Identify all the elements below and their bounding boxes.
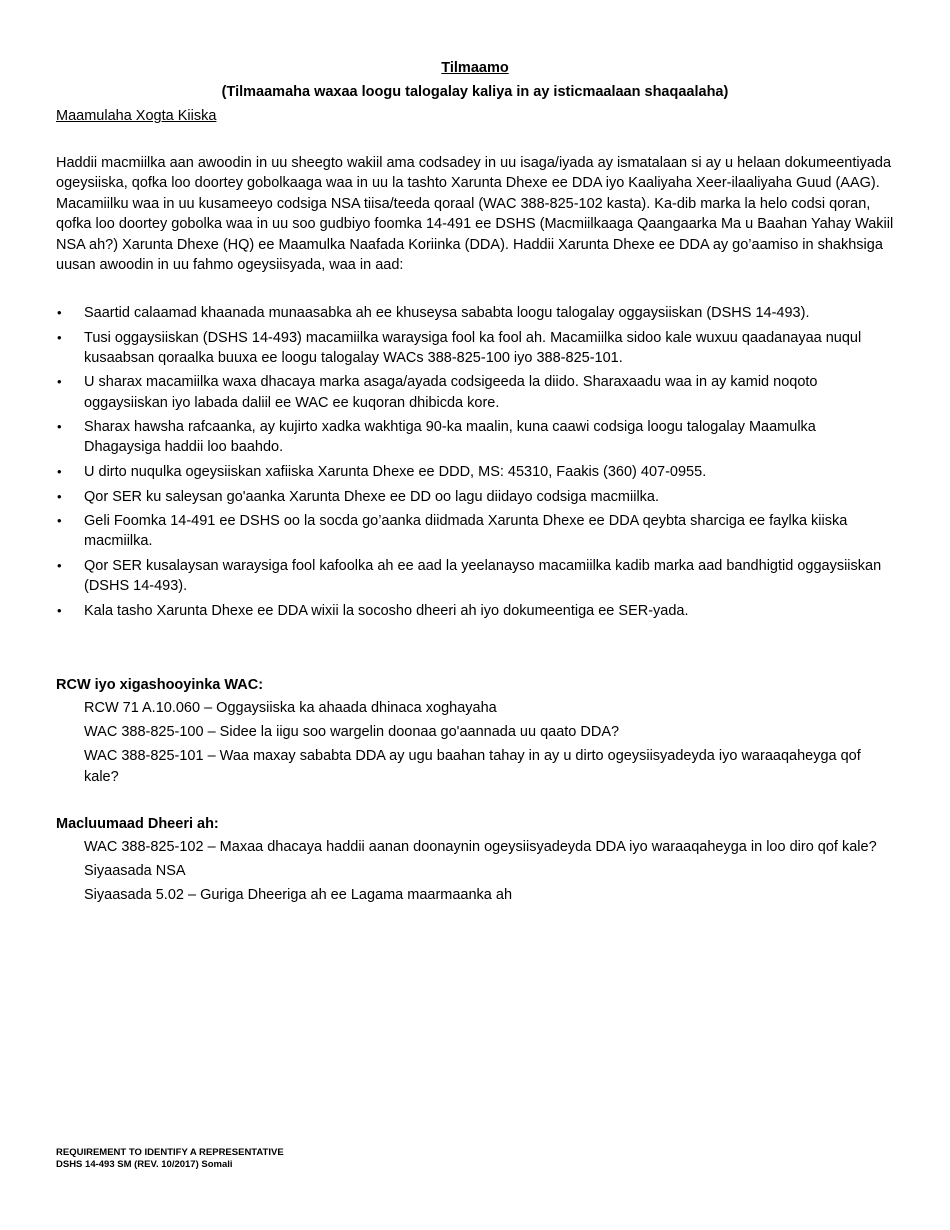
- page-title: Tilmaamo: [441, 60, 509, 76]
- list-item-text: Qor SER kusalaysan waraysiga fool kafoolka ah ee aad la yeelanayso macamiilka kadib marka aad bandhigtid oggaysiiskan (DSHS 14-493).: [84, 557, 882, 595]
- list-item: [56, 462, 896, 482]
- bullet-icon: •: [57, 329, 62, 345]
- more-info-item: WAC 388-825-102 – Maxaa dhacaya haddii aanan doonaynin ogeysiisyadeyda DDA iyo waraaqaheyga in loo diro qof kale?: [84, 839, 877, 855]
- bullet-icon: •: [57, 305, 62, 320]
- bullet-icon: •: [57, 419, 62, 435]
- list-item: [56, 303, 896, 323]
- list-item-text: Kala tasho Xarunta Dhexe ee DDA wixii la socosho dheeri ah iyo dokumeentiga ee SER-yada.: [84, 602, 689, 619]
- more-info-item: Siyaasada 5.02 – Guriga Dheeriga ah ee Lagama maarmaanka ah: [84, 887, 513, 904]
- list-item-text: U dirto nuqulka ogeysiiskan xafiiska Xarunta Dhexe ee DDD, MS: 45310, Faakis (360) 407-0955.: [84, 463, 707, 480]
- list-item: [56, 601, 896, 621]
- intro-paragraph: Haddii macmiilka aan awoodin in uu sheegto wakiil ama codsadey in uu isaga/iyada ay ismatalaan si ay u helaan dokumeentiyada ogeysiiska, qofka loo doortey gobolkaaga waa in uu la tashto Xarunta Dhexe ee DDA iyo Kaaliyaha Xeer-ilaaliyaha Guud (AAG). Macamiilku waa in uu kusameeyo codsiga NSA tiisa/teeda qoraal (WAC 388-825-102 kasta). Ka-dib marka la helo codsi qoran, qofka loo doortey gobolka waa in uu soo gudbiyo foomka 14-491 ee DSHS (Macmiilkaaga Qaangaarka Ma u Baahan Yahay Wakiil NSA ah?) Xarunta Dhexe (HQ) ee Maamulka Naafada Koriinka (DDA). Haddii Xarunta Dhexe ee DDA ay go’aamiso in shakhsiga uusan awoodin in uu fahmo ogeysiisyada, waa in aad:: [56, 155, 894, 274]
- bullet-icon: •: [57, 557, 62, 573]
- list-item-text: U sharax macamiilka waxa dhacaya marka asaga/ayada codsigeeda la diido. Sharaxaadu waa in ay kamid noqoto oggaysiiskan iyo labada daliil ee WAC ee kuqoran dhibicda kore.: [84, 374, 818, 411]
- section-label: Maamulaha Xogta Kiiska: [56, 108, 217, 124]
- list-item: [56, 556, 896, 596]
- list-item: [56, 328, 896, 368]
- bullet-icon: •: [57, 488, 62, 504]
- list-item-text: Saartid calaamad khaanada munaasabka ah ee khuseysa sababta loogu talogalay oggaysiiskan (DSHS 14-493).: [84, 305, 810, 321]
- list-item-text: Geli Foomka 14-491 ee DSHS oo la socda go’aanka diidmada Xarunta Dhexe ee DDA qeybta sharciga ee faylka kiiska macmiilka.: [84, 513, 848, 550]
- bullet-icon: •: [57, 463, 62, 479]
- form-footer: [56, 1147, 284, 1171]
- list-item: [56, 487, 896, 507]
- bullet-icon: •: [57, 513, 62, 529]
- reference-item: WAC 388-825-100 – Sidee la iigu soo wargelin doonaa go'aannada uu qaato DDA?: [84, 724, 620, 741]
- page-subtitle: (Tilmaamaha waxaa loogu talogalay kaliya in ay isticmaalaan shaqaalaha): [221, 84, 729, 100]
- list-item: [56, 417, 896, 457]
- instruction-list: [56, 303, 896, 625]
- more-info-heading: Macluumaad Dheeri ah:: [56, 816, 219, 832]
- footer-form-number: DSHS 14-493 SM (REV. 10/2017) Somali: [56, 1159, 233, 1170]
- reference-item: RCW 71 A.10.060 – Oggaysiiska ka ahaada dhinaca xoghayaha: [84, 700, 497, 716]
- list-item-text: Qor SER ku saleysan go'aanka Xarunta Dhexe ee DD oo lagu diidayo codsiga macmiilka.: [84, 488, 660, 505]
- list-item-text: Tusi oggaysiiskan (DSHS 14-493) macamiilka waraysiga fool ka fool ah. Macamiilka sidoo kale wuxuu qaadanayaa nuqul kusaabsan qoraalka buuxa ee loogu talogalay WACs 388-825-100 iyo 388-825-101.: [84, 329, 862, 366]
- references-heading: RCW iyo xigashooyinka WAC:: [56, 677, 264, 693]
- bullet-icon: •: [57, 374, 62, 390]
- list-item: [56, 372, 896, 412]
- more-info-item: Siyaasada NSA: [84, 863, 186, 880]
- references-list: [84, 698, 899, 791]
- bullet-icon: •: [57, 602, 62, 618]
- reference-item: WAC 388-825-101 – Waa maxay sababta DDA ay ugu baahan tahay in ay u dirto ogeysiisyadeyda iyo waraaqaheyga qof kale?: [84, 748, 861, 785]
- list-item-text: Sharax hawsha rafcaanka, ay kujirto xadka wakhtiga 90-ka maalin, kuna caawi codsiga loogu talogalay Maamulka Dhagaysiga haddii loo baahdo.: [84, 419, 816, 456]
- more-info-list: [84, 837, 899, 910]
- footer-form-title: REQUIREMENT TO IDENTIFY A REPRESENTATIVE: [56, 1147, 284, 1158]
- list-item: [56, 511, 896, 551]
